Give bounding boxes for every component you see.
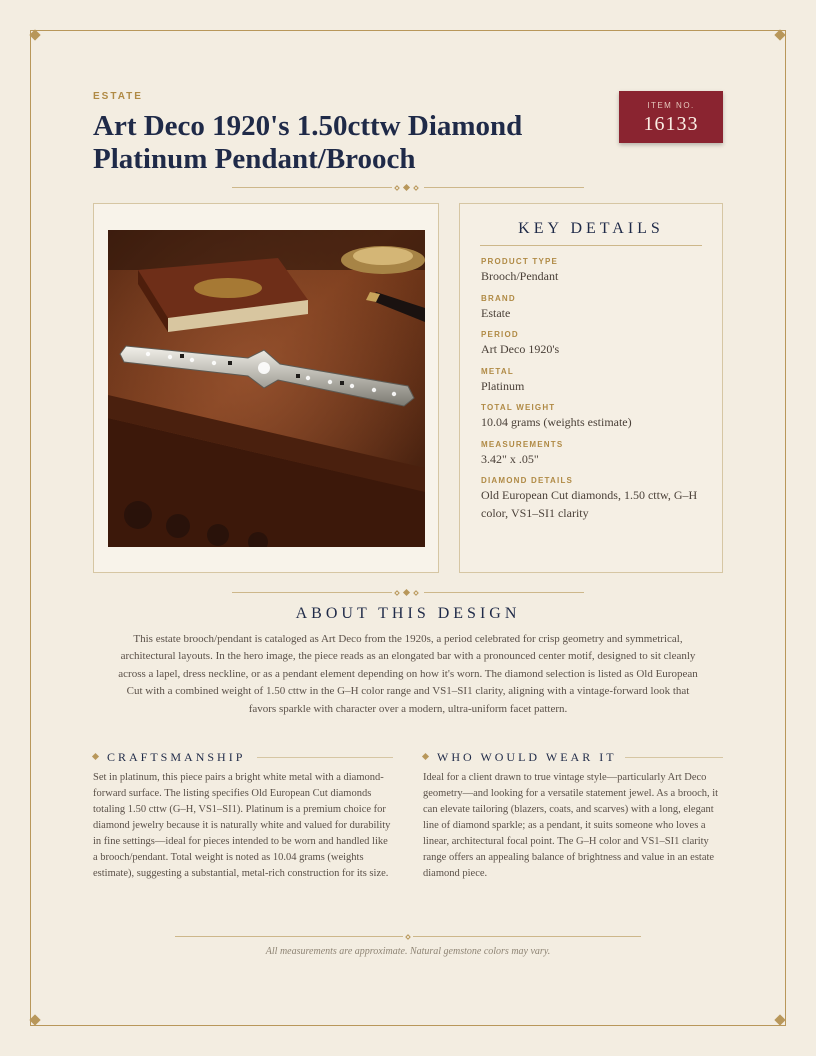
detail-period bbox=[481, 330, 711, 358]
item-number-value: 16133 bbox=[643, 113, 699, 135]
detail-label: BRAND bbox=[481, 294, 516, 303]
key-details-rule bbox=[480, 245, 702, 246]
section-diamond-icon bbox=[92, 753, 99, 760]
footer-divider bbox=[175, 932, 641, 942]
detail-brand bbox=[481, 294, 711, 322]
divider-diamond-icon bbox=[394, 185, 400, 191]
detail-product-type bbox=[481, 257, 711, 285]
divider-diamond-icon bbox=[413, 590, 419, 596]
detail-diamond-details bbox=[481, 476, 703, 522]
key-details-card bbox=[459, 203, 723, 573]
detail-label: PRODUCT TYPE bbox=[481, 257, 559, 266]
title-divider bbox=[232, 183, 584, 193]
product-photo bbox=[108, 230, 425, 547]
detail-value: Estate bbox=[481, 306, 511, 320]
section-diamond-icon bbox=[422, 753, 429, 760]
footer-note: All measurements are approximate. Natural gemstone colors may vary. bbox=[265, 946, 551, 957]
about-text: This estate brooch/pendant is cataloged as Art Deco from the 1920s, a period celebrated for crisp geometry and symmetrical, architectural layouts. In the hero image, the piece reads as an elongated bar with a pronounced center motif, designed to sit cleanly across a lapel, dress neckline, or as a pendant element depending on how it's worn. The diamond selection is listed as Old European Cut with a combined weight of 1.50 cttw in the G–H color range and VS1–SI1 clarity, aligning with a vintage-forward look that favors sparkle with character over a modern, ultra-uniform facet pattern. bbox=[118, 633, 698, 715]
detail-total-weight bbox=[481, 403, 711, 431]
detail-label: MEASUREMENTS bbox=[481, 440, 564, 449]
detail-metal bbox=[481, 367, 711, 395]
detail-label: DIAMOND DETAILS bbox=[481, 476, 574, 485]
detail-value: 10.04 grams (weights estimate) bbox=[481, 415, 632, 429]
wear-text: Ideal for a client drawn to true vintage style—particularly Art Deco geometry—and looking for a versatile statement jewel. As a brooch, it can elevate tailoring (blazers, coats, and scarves) with a long, elegant line of diamond sparkle; as a pendant, it suits someone who loves a linear, architectural focal point. The G–H color and VS1–SI1 clarity range offers an appealing balance of brightness and value in an estate diamond piece. bbox=[423, 772, 719, 879]
divider-diamond-icon bbox=[413, 185, 419, 191]
page-title: Art Deco 1920's 1.50cttw Diamond Platinum Pendant/Brooch bbox=[93, 110, 523, 175]
detail-label: TOTAL WEIGHT bbox=[481, 403, 556, 412]
detail-label: PERIOD bbox=[481, 330, 519, 339]
divider-diamond-icon bbox=[403, 184, 410, 191]
divider-diamond-icon bbox=[394, 590, 400, 596]
detail-value: Art Deco 1920's bbox=[481, 342, 560, 356]
detail-value: Old European Cut diamonds, 1.50 cttw, G–H color, VS1–SI1 clarity bbox=[481, 488, 698, 520]
detail-value: Brooch/Pendant bbox=[481, 269, 559, 283]
about-heading: ABOUT THIS DESIGN bbox=[295, 605, 521, 622]
craftsmanship-text: Set in platinum, this piece pairs a bright white metal with a diamond-forward surface. The listing specifies Old European Cut diamonds totaling 1.50 cttw (G–H, VS1–SI1). Platinum is a premium choice for diamond jewelry because it is naturally white and valued for durability in fine settings—ideal for pieces intended to be worn and handled like a brooch/pendant. Total weight is noted as 10.04 grams (weights estimate), suggesting a substantial, metal-rich construction for its size. bbox=[93, 772, 391, 879]
item-number-badge bbox=[619, 91, 723, 143]
item-number-label: ITEM NO. bbox=[647, 101, 695, 110]
product-photo-card bbox=[93, 203, 439, 573]
detail-measurements bbox=[481, 440, 711, 468]
craftsmanship-heading: CRAFTSMANSHIP bbox=[107, 750, 246, 764]
divider-diamond-icon bbox=[403, 589, 410, 596]
brand-eyebrow: ESTATE bbox=[93, 91, 143, 102]
wear-heading-row bbox=[423, 750, 723, 764]
detail-value: Platinum bbox=[481, 379, 525, 393]
key-details-heading: KEY DETAILS bbox=[518, 220, 664, 237]
detail-label: METAL bbox=[481, 367, 514, 376]
about-divider bbox=[232, 588, 584, 598]
detail-value: 3.42" x .05" bbox=[481, 452, 539, 466]
divider-diamond-icon bbox=[405, 934, 411, 940]
wear-heading: WHO WOULD WEAR IT bbox=[437, 750, 617, 764]
craftsmanship-heading-row bbox=[93, 750, 393, 764]
